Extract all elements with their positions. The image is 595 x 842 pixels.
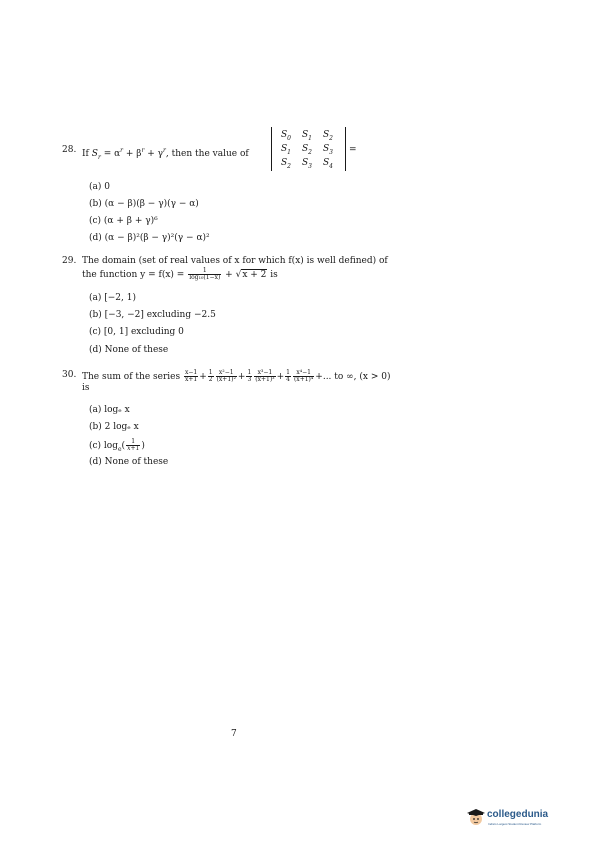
q30-number: 30. bbox=[62, 370, 77, 380]
q29-fraction: $\frac{1}{\text{log₁₀(1−x)}}$ bbox=[189, 267, 221, 281]
matrix-cell: $S_2$ bbox=[323, 130, 333, 142]
matrix-cell: $S_3$ bbox=[302, 158, 312, 170]
matrix-cell: $S_1$ bbox=[302, 130, 312, 142]
q28-option-d: (d) (α − β)²(β − γ)²(γ − α)² bbox=[89, 233, 210, 243]
matrix-cell: $S_2$ bbox=[302, 144, 312, 156]
matrix-cell: $S_1$ bbox=[281, 144, 291, 156]
q30-line2: is bbox=[82, 383, 90, 393]
q30-option-b: (b) 2 logₑ x bbox=[89, 422, 139, 432]
matrix-cell: $S_2$ bbox=[281, 158, 291, 170]
matrix-cell: $S_3$ bbox=[323, 144, 333, 156]
matrix-cell: $S_0$ bbox=[281, 130, 291, 142]
q28-stem: If $S_r = \alpha^r + \beta^r + \gamma^r$, then the value of bbox=[82, 147, 249, 161]
q28-option-a: (a) 0 bbox=[89, 182, 110, 192]
q28-option-c: (c) (α + β + γ)⁶ bbox=[89, 216, 158, 226]
collegedunia-logo-icon bbox=[467, 809, 485, 827]
q28-equals: = bbox=[349, 145, 357, 155]
page-number: 7 bbox=[231, 729, 237, 739]
q29-number: 29. bbox=[62, 256, 77, 266]
logo-name: collegedunia bbox=[487, 809, 549, 820]
q29-option-a: (a) [−2, 1) bbox=[89, 293, 136, 303]
q30-option-d: (d) None of these bbox=[89, 457, 169, 467]
q29-option-c: (c) [0, 1] excluding 0 bbox=[89, 327, 184, 337]
series-term: $\frac{\text{x⁴−1}}{\text{(x+1)⁴}}$ bbox=[293, 369, 314, 383]
q29-line2: the function y = f(x) = $\frac{1}{\text{log₁₀(1−x)}}$ + √x + 2 is bbox=[82, 267, 278, 281]
q30-option-a: (a) logₑ x bbox=[89, 405, 130, 415]
q28-option-b: (b) (α − β)(β − γ)(γ − α) bbox=[89, 199, 199, 209]
matrix-cell: $S_4$ bbox=[323, 158, 333, 170]
logo-tagline: India's Largest Student Review Platform bbox=[488, 822, 542, 826]
q28-number: 28. bbox=[62, 145, 77, 155]
series-coef: $\frac{1}{4}$ bbox=[286, 369, 290, 383]
series-term: $\frac{x-1}{x+1}$ bbox=[184, 369, 198, 383]
series-term: $\frac{\text{x³−1}}{\text{(x+1)³}}$ bbox=[255, 369, 275, 383]
q29-option-b: (b) [−3, −2] excluding −2.5 bbox=[89, 310, 216, 320]
q29-option-d: (d) None of these bbox=[89, 345, 169, 355]
series-coef: $\frac{1}{2}$ bbox=[208, 369, 213, 383]
q30-line1: The sum of the series $\frac{x-1}{x+1}$ + $\frac{1}{2}$ $\frac{\text{x²−1}}{\text{(x+1)²}}$ + $\frac{1}{3}$ $\frac{\text{x³−1}}{\text{(x+1)³}}$ + $\frac{1}{4}$ $\frac{\text{x⁴−1}}{\text{(x+1)⁴}}$ +... to ∞, (x > 0) bbox=[82, 369, 391, 383]
series-coef: $\frac{1}{3}$ bbox=[247, 369, 252, 383]
q30-option-c: (c) $\log_e$( $\frac{1}{x+1}$ ) bbox=[89, 438, 145, 453]
q29-line1: The domain (set of real values of x for which f(x) is well defined) of bbox=[82, 256, 388, 266]
series-term: $\frac{\text{x²−1}}{\text{(x+1)²}}$ bbox=[216, 369, 236, 383]
q28-determinant bbox=[271, 127, 346, 171]
